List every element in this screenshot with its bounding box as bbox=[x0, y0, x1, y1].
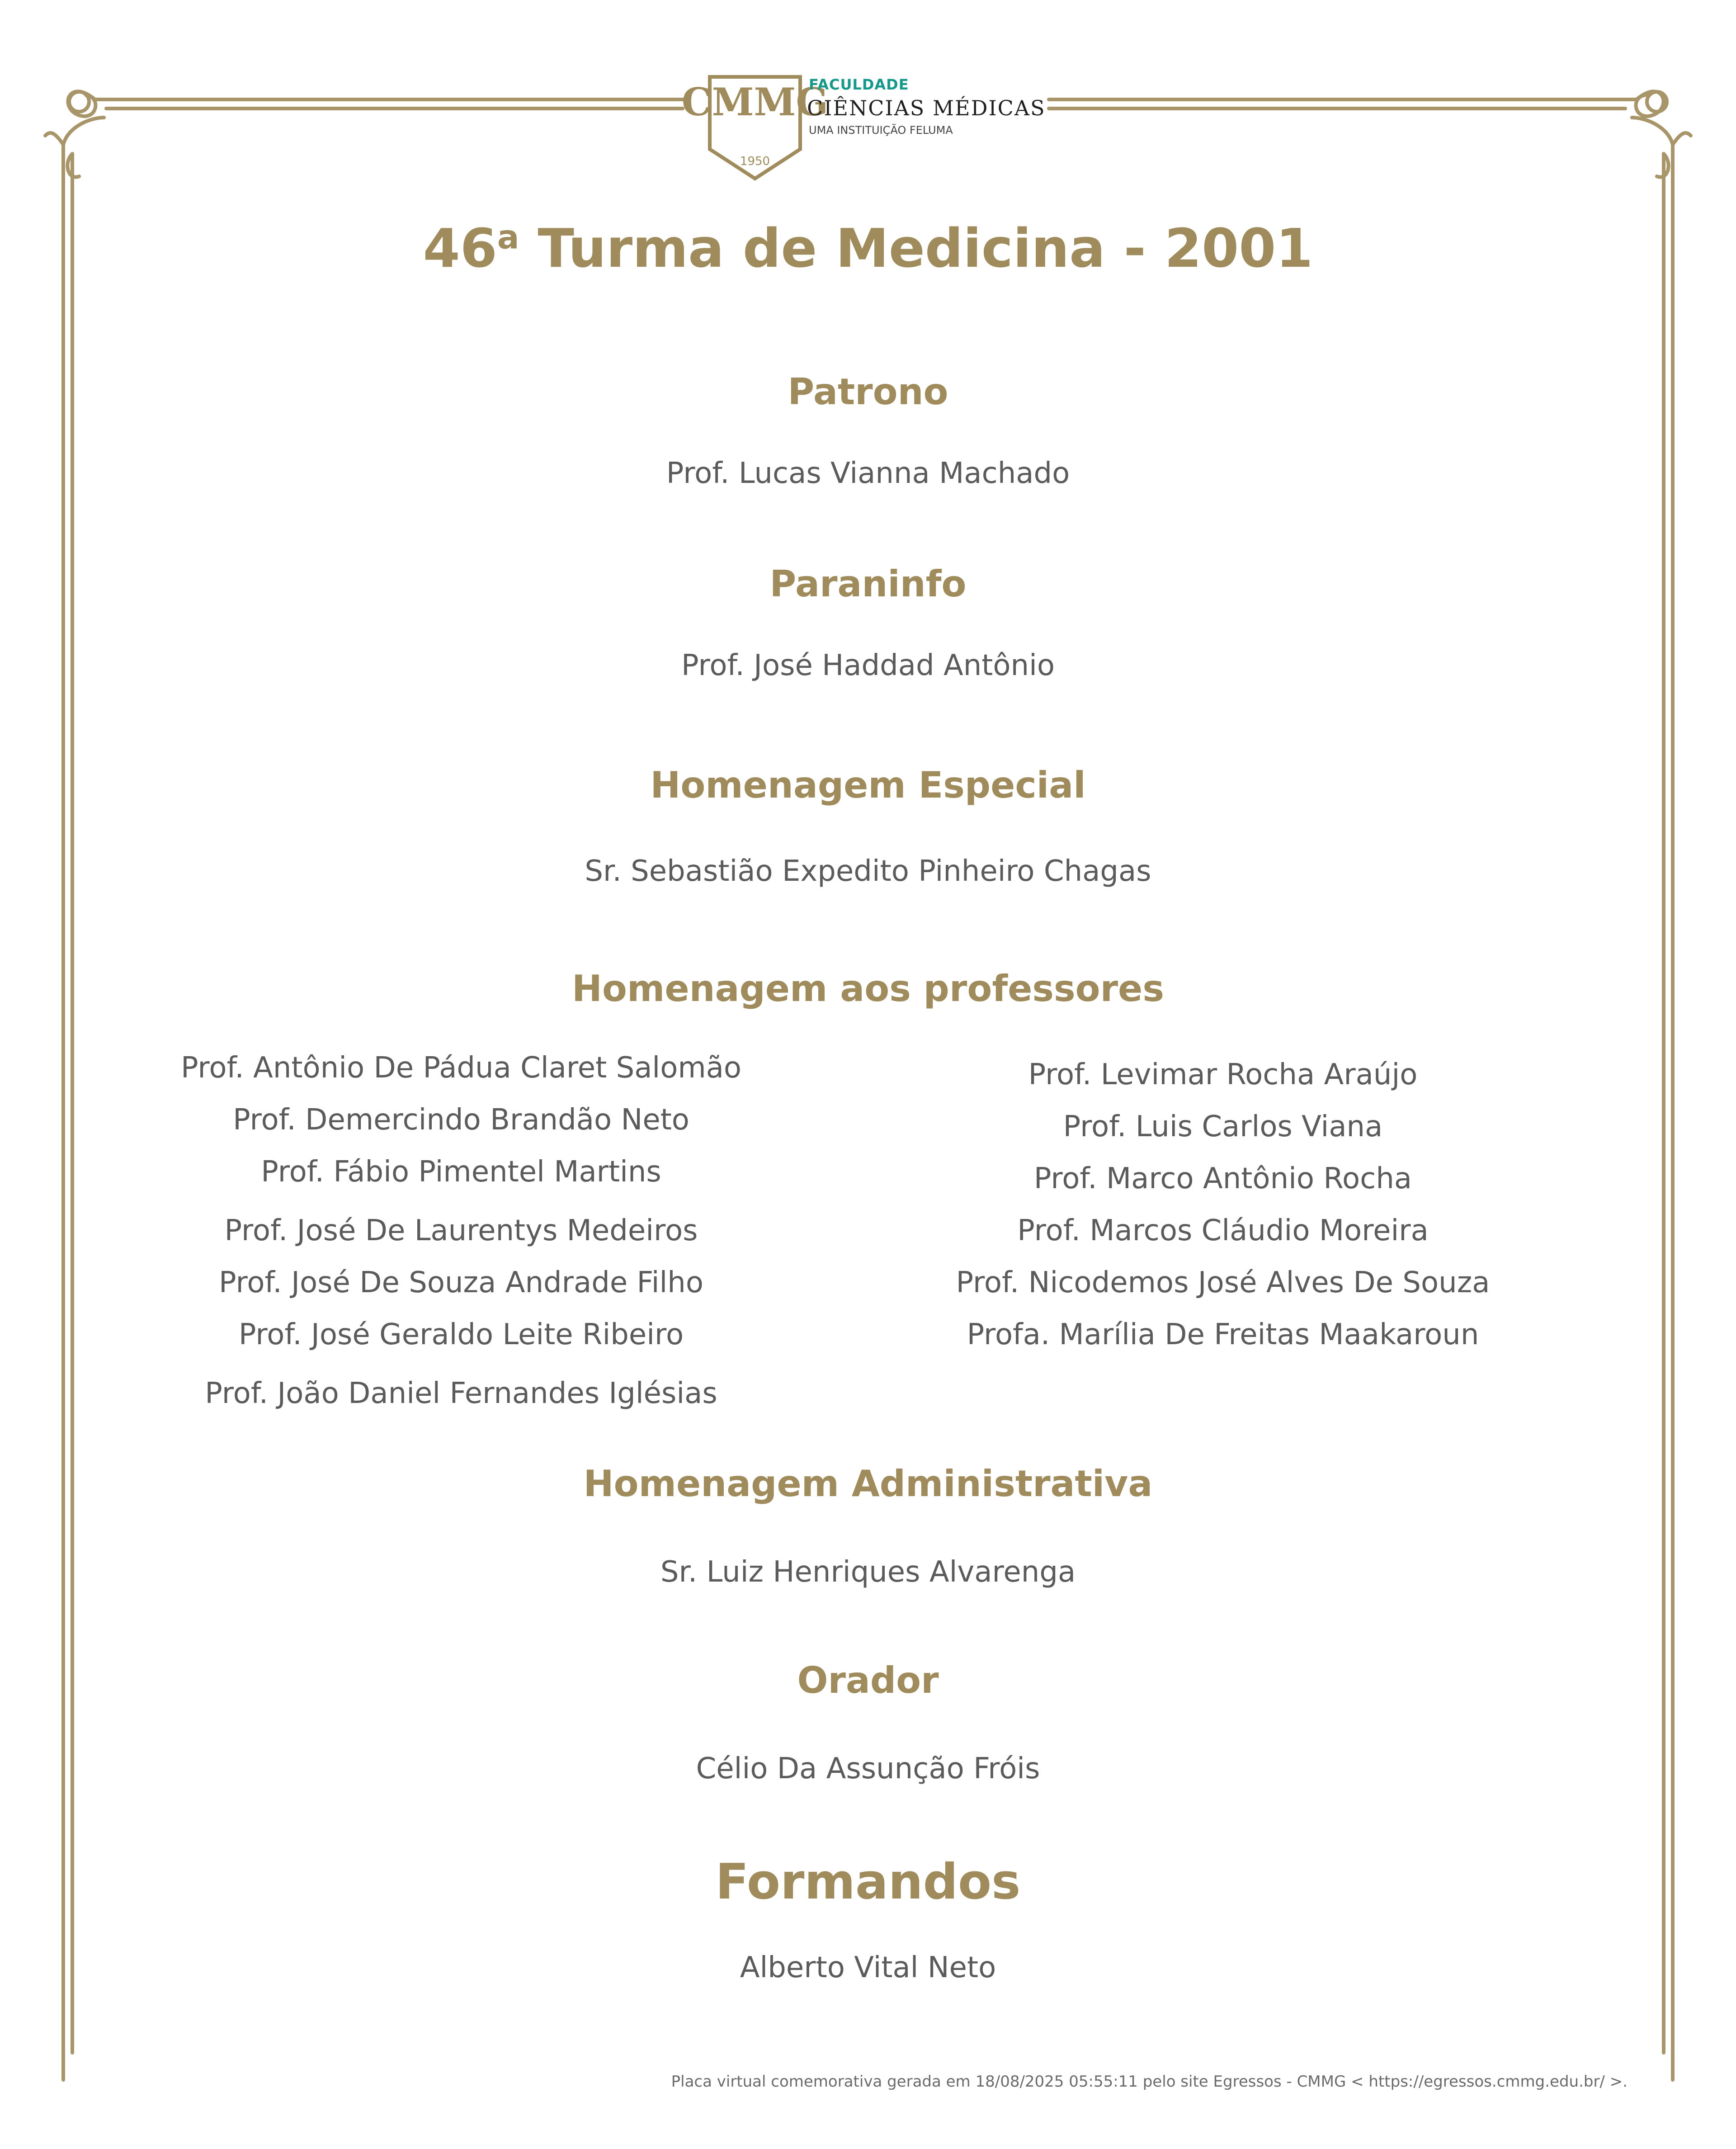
page-title bbox=[0, 217, 1736, 279]
orador-name: Célio Da Assunção Fróis bbox=[696, 1752, 1040, 1785]
professor-right-4: Prof. Marcos Cláudio Moreira bbox=[1017, 1214, 1429, 1247]
paraninfo-name: Prof. José Haddad Antônio bbox=[681, 649, 1055, 682]
professor-right-2: Prof. Luis Carlos Viana bbox=[1063, 1110, 1383, 1143]
homenagem-especial-name: Sr. Sebastião Expedito Pinheiro Chagas bbox=[585, 855, 1151, 888]
frame-corner-left-ornament bbox=[45, 91, 104, 177]
professor-left-4: Prof. José De Laurentys Medeiros bbox=[224, 1214, 698, 1247]
orador-heading: Orador bbox=[797, 1659, 939, 1701]
professor-left-1: Prof. Antônio De Pádua Claret Salomão bbox=[180, 1051, 742, 1085]
shield-year: 1950 bbox=[740, 155, 770, 168]
homenagem-administrativa-name: Sr. Luiz Henriques Alvarenga bbox=[660, 1555, 1076, 1589]
formando-name: Alberto Vital Neto bbox=[740, 1951, 996, 1984]
generation-footer: Placa virtual comemorativa gerada em 18/08/2025 05:55:11 pelo site Egressos - CMMG < https://egressos.cmmg.edu.br/ >. bbox=[671, 2073, 1628, 2091]
professor-left-7: Prof. João Daniel Fernandes Iglésias bbox=[205, 1377, 717, 1410]
professor-right-6: Profa. Marília De Freitas Maakaroun bbox=[967, 1318, 1479, 1351]
professor-right-3: Prof. Marco Antônio Rocha bbox=[1033, 1162, 1412, 1195]
patrono-name: Prof. Lucas Vianna Machado bbox=[666, 457, 1070, 490]
cmmg-logo bbox=[681, 72, 1046, 185]
paraninfo-heading: Paraninfo bbox=[769, 563, 967, 605]
homenagem-especial-heading: Homenagem Especial bbox=[650, 764, 1086, 806]
professor-right-5: Prof. Nicodemos José Alves De Souza bbox=[956, 1266, 1490, 1299]
professor-left-5: Prof. José De Souza Andrade Filho bbox=[219, 1266, 703, 1299]
title-ordinal: a bbox=[497, 218, 519, 256]
professores-heading: Homenagem aos professores bbox=[572, 968, 1164, 1010]
cmmg-shield-icon bbox=[681, 72, 829, 183]
shield-letters-top: CMMG bbox=[681, 80, 829, 124]
professor-right-1: Prof. Levimar Rocha Araújo bbox=[1028, 1058, 1418, 1091]
professor-left-2: Prof. Demercindo Brandão Neto bbox=[233, 1103, 689, 1137]
frame-corner-right-ornament bbox=[1632, 91, 1691, 177]
logo-institution-name: CIÊNCIAS MÉDICAS bbox=[807, 96, 1046, 120]
professor-left-6: Prof. José Geraldo Leite Ribeiro bbox=[238, 1318, 684, 1351]
logo-subtitle: UMA INSTITUIÇÃO FELUMA bbox=[809, 124, 953, 137]
formandos-heading: Formandos bbox=[715, 1854, 1021, 1910]
logo-wordmark bbox=[807, 76, 1046, 137]
title-number: 46 bbox=[423, 217, 497, 279]
logo-faculdade: FACULDADE bbox=[809, 76, 909, 93]
title-rest: Turma de Medicina - 2001 bbox=[519, 217, 1313, 279]
patrono-heading: Patrono bbox=[788, 371, 948, 413]
homenagem-administrativa-heading: Homenagem Administrativa bbox=[583, 1463, 1153, 1505]
professor-left-3: Prof. Fábio Pimentel Martins bbox=[261, 1155, 661, 1189]
